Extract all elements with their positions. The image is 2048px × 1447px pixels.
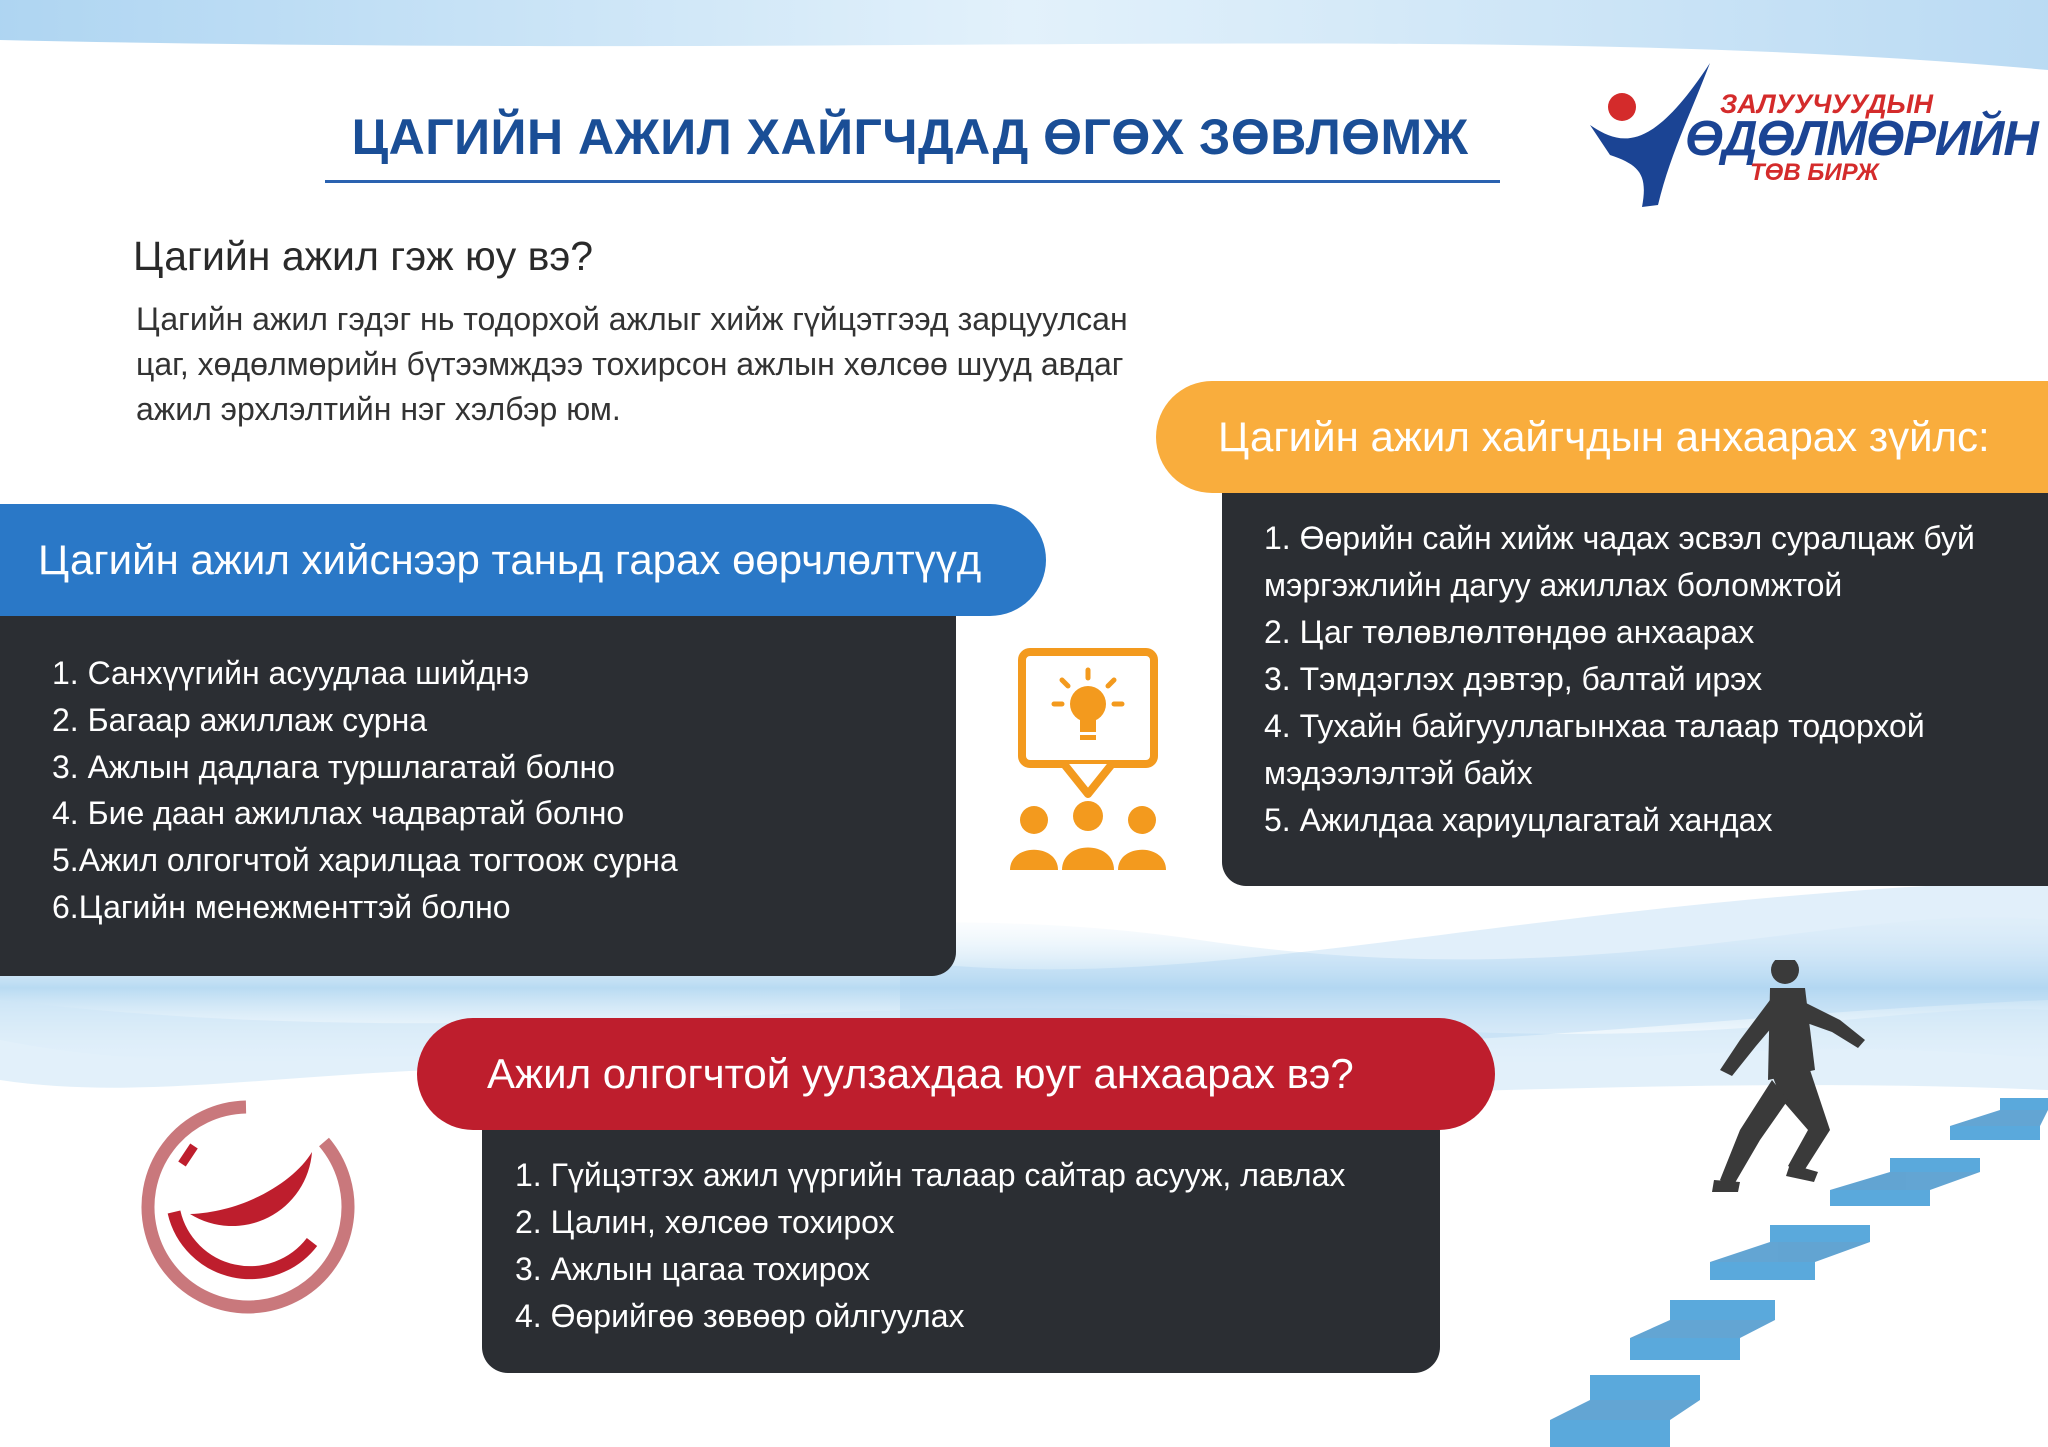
- list-item: 2. Цалин, хөлсөө тохирох: [515, 1204, 895, 1240]
- list-item: 3. Ажлын цагаа тохирох: [515, 1251, 870, 1287]
- intro-heading: Цагийн ажил гэж юу вэ?: [133, 233, 594, 279]
- list-item: 1. Санхүүгийн асуудлаа шийднэ: [52, 655, 530, 691]
- benefits-panel: [0, 616, 956, 976]
- list-item: 4. Өөрийгөө зөвөөр ойлгуулах: [515, 1298, 965, 1334]
- list-item: 2. Багаар ажиллаж сурна: [52, 701, 428, 738]
- considerations-heading: Цагийн ажил хайгчдын анхаарах зүйлс:: [1156, 381, 2048, 493]
- list-item: 6.Цагийн менежменттэй болно: [52, 888, 511, 925]
- logo: [1570, 55, 2038, 225]
- list-item: 3. Тэмдэглэх дэвтэр, балтай ирэх: [1264, 661, 1763, 697]
- title-underline: [325, 180, 1500, 183]
- list-item: 1. Өөрийн сайн хийж чадах эсвэл суралцаж буй мэргэжлийн дагуу ажиллах боломжтой: [1264, 520, 1975, 603]
- logo-line1: ЗАЛУУЧУУДЫН: [1720, 89, 1933, 119]
- interview-heading: Ажил олгогчтой уулзахдаа юуг анхаарах вэ?: [417, 1018, 1495, 1130]
- page-title: ЦАГИЙН АЖИЛ ХАЙГЧДАД ӨГӨХ ЗӨВЛӨМЖ: [351, 109, 1469, 165]
- considerations-panel: [1222, 493, 2048, 886]
- list-item: 2. Цаг төлөвлөлтөндөө анхаарах: [1264, 614, 1755, 650]
- lightbulb-presentation-icon: [1004, 648, 1172, 874]
- benefits-heading: Цагийн ажил хийснээр таньд гарах өөрчлөлтүүд: [0, 504, 1046, 616]
- running-businessman-icon: [1470, 960, 2048, 1447]
- intro-text: Цагийн ажил гэдэг нь тодорхой ажлыг хийж гүйцэтгээд зарцуулсан цаг, хөдөлмөрийн бүтээмждээ тохирсон ажлын хөлсөө шууд авдаг ажил эрхлэлтийн нэг хэлбэр юм.: [136, 301, 1128, 427]
- list-item: 5.Ажил олгогчтой харилцаа тогтоож сурна: [52, 842, 678, 879]
- clock-chart-icon: [134, 1092, 364, 1322]
- list-item: 4. Бие даан ажиллах чадвартай болно: [52, 795, 625, 832]
- logo-line3: ТӨВ БИРЖ: [1750, 159, 1879, 186]
- list-item: 1. Гүйцэтгэх ажил үүргийн талаар сайтар асууж, лавлах: [515, 1157, 1346, 1193]
- list-item: 3. Ажлын дадлага туршлагатай болно: [52, 748, 615, 785]
- list-item: 5. Ажилдаа хариуцлагатай хандах: [1264, 802, 1773, 838]
- interview-panel: [482, 1130, 1440, 1373]
- logo-line2: ӨДӨЛМӨРИЙН: [1685, 112, 2038, 166]
- list-item: 4. Тухайн байгууллагынхаа талаар тодорхой мэдээлэлтэй байх: [1264, 708, 1925, 791]
